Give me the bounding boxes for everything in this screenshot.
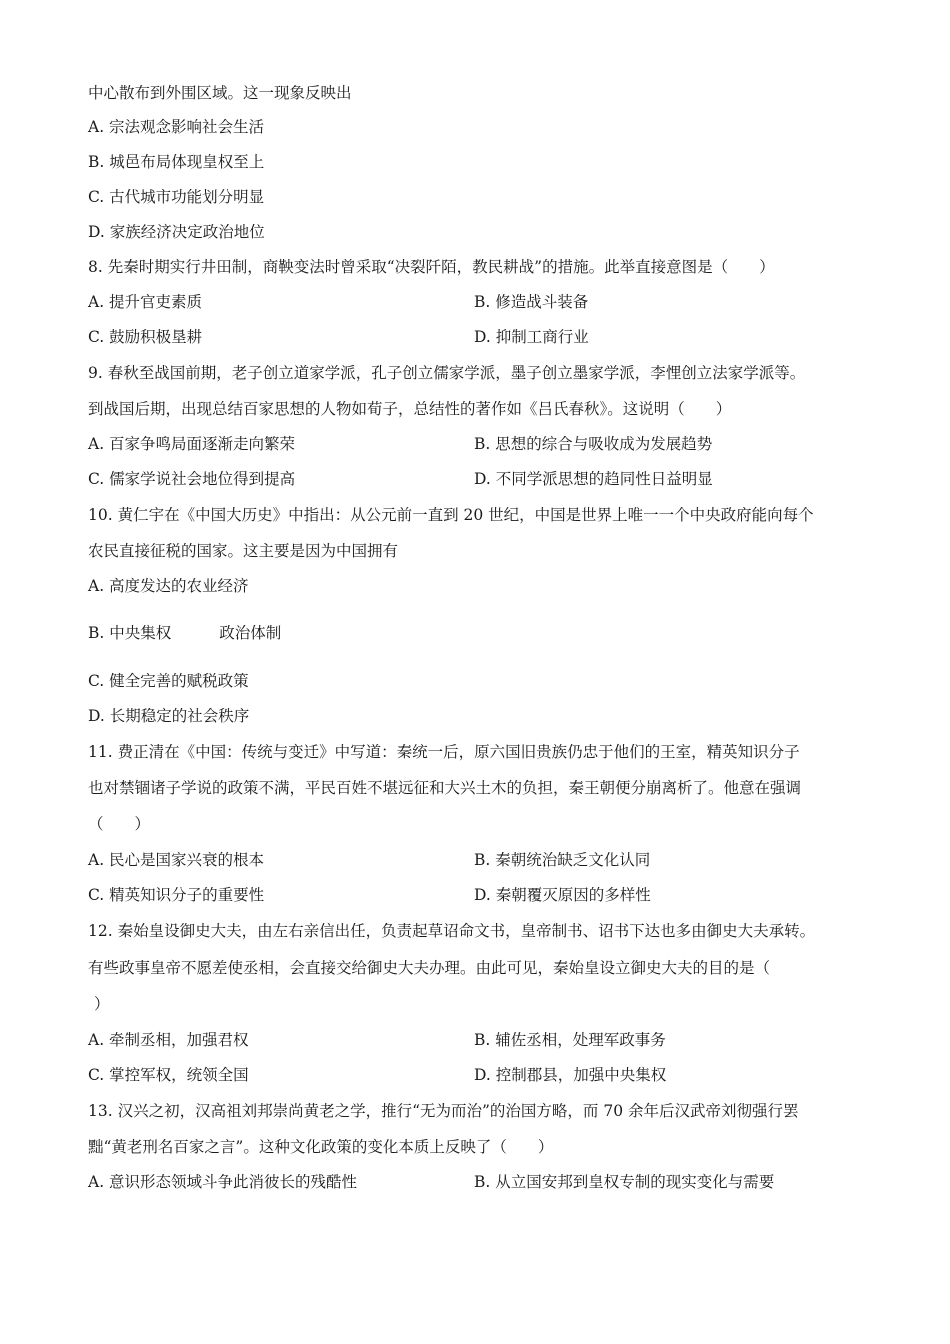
q12-stem-line2: 有些政事皇帝不愿差使丞相，会直接交给御史大夫办理。由此可见，秦始皇设立御史大夫的目的是（: [88, 959, 771, 977]
q10-option-b-part2: 政治体制: [219, 624, 282, 642]
q11-option-b: B. 秦朝统治缺乏文化认同: [474, 851, 651, 869]
q9-stem-line2: 到战国后期，出现总结百家思想的人物如荀子，总结性的著作如《吕氏春秋》。这说明（ ）: [88, 400, 732, 418]
q12-option-c: C. 掌控军权，统领全国: [88, 1066, 249, 1084]
q13-option-a: A. 意识形态领域斗争此消彼长的残酷性: [88, 1173, 358, 1191]
q7-option-a: A. 宗法观念影响社会生活: [88, 118, 265, 136]
q8-option-d: D. 抑制工商行业: [474, 328, 589, 346]
q13-stem-line2: 黜“黄老刑名百家之言”。这种文化政策的变化本质上反映了（ ）: [88, 1138, 554, 1156]
q7-option-b: B. 城邑布局体现皇权至上: [88, 153, 265, 171]
q11-stem-line2: 也对禁锢诸子学说的政策不满，平民百姓不堪远征和大兴土木的负担，秦王朝便分崩离析了。他意在强调: [88, 779, 802, 797]
q7-stem-continuation: 中心散布到外围区域。这一现象反映出: [88, 84, 352, 102]
q11-stem-line3: （ ）: [88, 815, 151, 833]
q8-stem: 8. 先秦时期实行井田制，商鞅变法时曾采取“决裂阡陌，教民耕战”的措施。此举直接意图是（ ）: [88, 258, 775, 276]
q9-option-d: D. 不同学派思想的趋同性日益明显: [474, 470, 713, 488]
q12-option-d: D. 控制郡县，加强中央集权: [474, 1066, 667, 1084]
q9-stem-line1: 9. 春秋至战国前期，老子创立道家学派，孔子创立儒家学派，墨子创立墨家学派，李悝创立法家学派等。: [88, 364, 806, 382]
q7-option-c: C. 古代城市功能划分明显: [88, 188, 265, 206]
q11-stem-line1: 11. 费正清在《中国：传统与变迁》中写道：秦统一后，原六国旧贵族仍忠于他们的王室，精英知识分子: [88, 743, 800, 761]
q10-option-b: [88, 622, 281, 644]
q11-option-a: A. 民心是国家兴衰的根本: [88, 851, 265, 869]
q10-option-d: D. 长期稳定的社会秩序: [88, 707, 250, 725]
q10-stem-line1: 10. 黄仁宇在《中国大历史》中指出：从公元前一直到 20 世纪，中国是世界上唯一一个中央政府能向每个: [88, 506, 814, 524]
q13-option-b: B. 从立国安邦到皇权专制的现实变化与需要: [474, 1173, 775, 1191]
q12-option-a: A. 牵制丞相，加强君权: [88, 1031, 249, 1049]
q13-stem-line1: 13. 汉兴之初，汉高祖刘邦崇尚黄老之学，推行“无为而治”的治国方略，而 70 余年后汉武帝刘彻强行罢: [88, 1102, 799, 1120]
q8-option-b: B. 修造战斗装备: [474, 293, 589, 311]
q9-option-c: C. 儒家学说社会地位得到提高: [88, 470, 296, 488]
q11-option-c: C. 精英知识分子的重要性: [88, 886, 265, 904]
q10-option-c: C. 健全完善的赋税政策: [88, 672, 249, 690]
q10-stem-line2: 农民直接征税的国家。这主要是因为中国拥有: [88, 542, 399, 560]
q9-option-a: A. 百家争鸣局面逐渐走向繁荣: [88, 435, 296, 453]
q10-option-a: A. 高度发达的农业经济: [88, 577, 249, 595]
q8-option-c: C. 鼓励积极垦耕: [88, 328, 203, 346]
q7-option-d: D. 家族经济决定政治地位: [88, 223, 265, 241]
q11-option-d: D. 秦朝覆灭原因的多样性: [474, 886, 651, 904]
q10-option-b-part1: B. 中央集权: [88, 624, 172, 642]
q9-option-b: B. 思想的综合与吸收成为发展趋势: [474, 435, 713, 453]
q12-option-b: B. 辅佐丞相，处理军政事务: [474, 1031, 666, 1049]
q8-option-a: A. 提升官吏素质: [88, 293, 203, 311]
q12-stem-line1: 12. 秦始皇设御史大夫，由左右亲信出任，负责起草诏命文书，皇帝制书、诏书下达也多由御史大夫承转。: [88, 922, 816, 940]
q12-stem-line3: ）: [94, 995, 110, 1013]
